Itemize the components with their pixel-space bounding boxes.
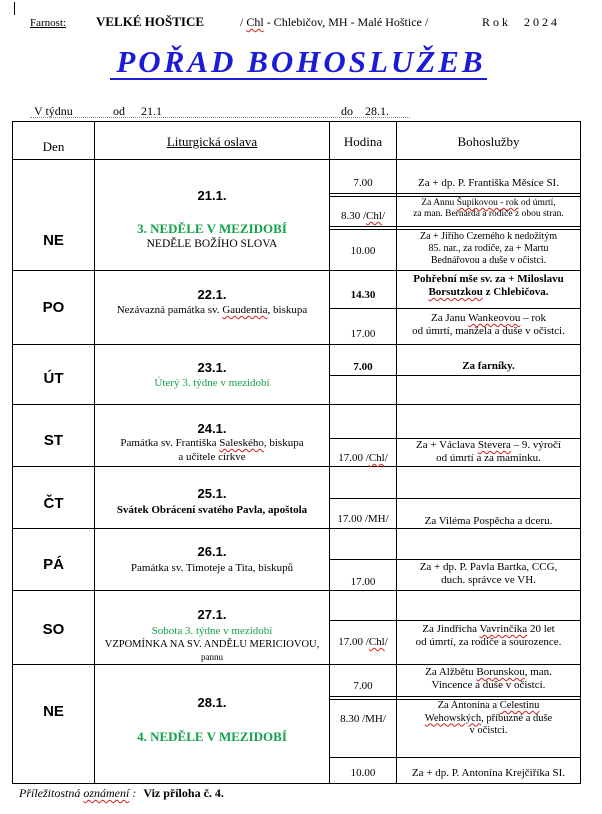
mass-intention: Za farníky. <box>462 360 515 372</box>
text-part: Za Annu <box>421 198 457 208</box>
parish-name: VELKÉ HOŠTICE <box>96 14 205 29</box>
time-part: 17.00 / <box>338 452 369 464</box>
liturgy-secondary: Úterý 3. týdne v mezidobí <box>154 377 270 389</box>
footer-label-word: oznámení <box>83 786 130 800</box>
mass-time: 10.00 <box>350 767 376 779</box>
text-name: Stevera <box>477 439 511 451</box>
affiliated-text: - Chlebičov, MH - Malé Hoštice / <box>263 15 429 29</box>
mass-time: 14.30 <box>350 289 376 301</box>
text-part: , příbuzné a duše <box>481 712 553 724</box>
text-name: Borsutzkou <box>428 286 483 298</box>
liturgy-secondary <box>95 303 329 317</box>
intention-line: v očistci. <box>469 725 508 736</box>
intention-line: Pohřební mše sv. za + Miloslavu <box>413 273 564 285</box>
year-label: R o k <box>482 15 509 29</box>
intention-line <box>397 623 580 636</box>
week-label: V týdnu <box>34 104 73 118</box>
intention-line: 85. nar., za rodiče, za + Martu <box>428 243 549 254</box>
day-name: ÚT <box>43 370 64 387</box>
day-name: PO <box>42 299 65 316</box>
liturgy-feast: 4. NEDĚLE V MEZIDOBÍ <box>137 729 287 744</box>
text-name: Saleského <box>219 437 264 449</box>
intention-line: od úmrtí a za maminku. <box>436 452 541 464</box>
intention-line <box>397 286 580 299</box>
intention-line: Vincence a duše v očistci. <box>431 679 546 691</box>
day-date: 23.1. <box>197 360 227 375</box>
week-to: 28.1. <box>365 104 389 118</box>
text-part: Za Alžbětu <box>425 666 477 678</box>
mass-intention <box>397 439 580 465</box>
day-name: ČT <box>43 495 64 512</box>
mass-time: 7.00 <box>353 177 373 189</box>
mass-time <box>330 636 396 649</box>
liturgy-line: a učitele církve <box>178 451 246 463</box>
col-header-liturgy <box>95 134 329 149</box>
day-name: NE <box>43 232 64 249</box>
col-header-hour: Hodina <box>343 134 383 149</box>
intention-line <box>397 198 580 209</box>
text-part: 20 let <box>527 623 555 635</box>
liturgy-secondary: NEDĚLE BOŽÍHO SLOVA <box>146 238 278 250</box>
mass-time: 17.00 <box>350 576 376 588</box>
affiliated-mark: / <box>240 15 247 29</box>
text-part: z Chlebičova. <box>482 286 549 298</box>
intention-line <box>397 312 580 325</box>
liturgy-line: Sobota 3. týdne v mezidobí <box>151 625 273 637</box>
time-part: / <box>384 452 388 464</box>
text-name: Wehowských <box>424 712 482 724</box>
mass-intention: Za + dp. P. Františka Měsíce SI. <box>418 177 559 189</box>
day-date: 22.1. <box>197 287 227 302</box>
mass-time: 7.00 <box>353 361 373 373</box>
day-date: 25.1. <box>197 486 227 501</box>
intention-line: duch. správce ve VH. <box>441 574 536 586</box>
day-date: 28.1. <box>197 695 227 710</box>
mass-intention <box>397 312 580 338</box>
mass-time: 10.00 <box>350 245 376 257</box>
intention-line <box>397 666 580 679</box>
week-to-label: do <box>341 104 353 118</box>
mass-time: 17.00 <box>350 328 376 340</box>
text-part: od úmrtí, <box>518 198 556 208</box>
text-name: Šupíkovou - rok <box>456 198 519 208</box>
day-date: 26.1. <box>197 544 227 559</box>
footer-note <box>19 786 224 800</box>
text-part: , biskupa <box>267 304 308 316</box>
mass-intention: Za Viléma Pospěcha a dceru. <box>424 515 553 527</box>
time-part: 17.00 / <box>338 636 369 648</box>
year-value: 2 0 2 4 <box>524 15 557 29</box>
day-name: SO <box>42 621 65 638</box>
time-place: Chl <box>368 452 385 464</box>
mass-time <box>330 210 396 223</box>
intention-line <box>397 700 580 713</box>
mass-intention <box>397 623 580 649</box>
day-name: PÁ <box>43 556 64 573</box>
col-header-day: Den <box>42 139 65 154</box>
time-part: / <box>381 210 386 222</box>
mass-intention <box>397 700 580 738</box>
text-part: Za Antonína a <box>437 700 500 711</box>
time-place: Chl <box>366 210 382 222</box>
text-part: , man. <box>524 666 552 678</box>
liturgy-line: VZPOMÍNKA NA SV. ANDĚLU MERICIOVOU, <box>104 639 320 650</box>
intention-line: Za + dp. P. Pavla Bartka, CCG, <box>419 561 558 573</box>
intention-line <box>397 713 580 726</box>
mass-time: 8.30 /MH/ <box>340 713 386 725</box>
day-date: 27.1. <box>197 607 227 622</box>
col-header-services: Bohoslužby <box>457 134 520 149</box>
intention-line: Bednářovou a duše v očistci. <box>430 255 547 266</box>
day-date: 24.1. <box>197 421 227 436</box>
intention-line: od úmrtí, za rodiče a sourozence. <box>415 636 562 648</box>
mass-intention <box>397 231 580 267</box>
parish-label: Farnost: <box>30 17 67 29</box>
mass-intention <box>397 666 580 692</box>
intention-line: od úmrtí, manžela a duše v očistci. <box>412 325 565 337</box>
time-part: 8.30 / <box>340 210 367 222</box>
liturgy-line: pannu <box>201 652 223 662</box>
day-date: 21.1. <box>197 188 227 203</box>
liturgy-feast: 3. NEDĚLE V MEZIDOBÍ <box>137 221 287 236</box>
week-from: 21.1 <box>141 104 162 118</box>
time-part: / <box>384 636 388 648</box>
col-header-liturgy-text: Liturgická oslava <box>166 134 258 149</box>
page-title: POŘAD BOHOSLUŽEB <box>116 44 486 79</box>
day-name: NE <box>43 703 64 720</box>
liturgy-line <box>95 436 329 450</box>
text-part: Za Jindřicha <box>422 623 480 635</box>
week-from-label: od <box>113 104 125 118</box>
footer-text: Viz příloha č. 4. <box>143 786 224 800</box>
mass-time: 7.00 <box>353 680 373 692</box>
affiliated-chl: Chl <box>246 15 264 29</box>
mass-intention <box>397 198 580 220</box>
mass-intention <box>397 273 580 299</box>
day-name: ST <box>43 432 64 449</box>
text-name: Borunskou <box>476 666 525 678</box>
mass-time <box>330 452 396 465</box>
liturgy-feast: Svátek Obrácení svatého Pavla, apoštola <box>116 504 308 516</box>
text-name: Wankeovou <box>468 312 521 324</box>
text-part: , biskupa <box>263 437 304 449</box>
liturgy-secondary <box>95 436 329 464</box>
mass-intention: Za + dp. P. Antonína Krejčiříka SI. <box>411 767 566 779</box>
intention-line <box>397 439 580 452</box>
text-part: – 9. výročí <box>510 439 561 451</box>
text-part: Za Janu <box>430 312 469 324</box>
mass-intention <box>397 561 580 587</box>
liturgy-secondary: Památka sv. Timoteje a Tita, biskupů <box>130 562 294 574</box>
intention-line: Za + Jiřího Czerného k nedožitým <box>420 231 557 242</box>
mass-time: 17.00 /MH/ <box>337 513 389 525</box>
text-part: – rok <box>520 312 547 324</box>
text-name: Celestinu <box>499 700 540 711</box>
liturgy-secondary <box>95 624 329 662</box>
text-name: Vavrinčíka <box>479 623 528 635</box>
time-place: Chl <box>368 636 385 648</box>
text-name: Gaudentia <box>222 304 268 316</box>
intention-line: za man. Bernarda a rodiče z obou stran. <box>413 209 564 219</box>
text-part: Za + Václava <box>416 439 478 451</box>
footer-label-colon: : <box>129 786 137 800</box>
footer-label: Příležitostná <box>19 786 84 800</box>
text-part: Nezávazná památka sv. <box>116 304 223 316</box>
text-part: Památka sv. Františka <box>120 437 220 449</box>
